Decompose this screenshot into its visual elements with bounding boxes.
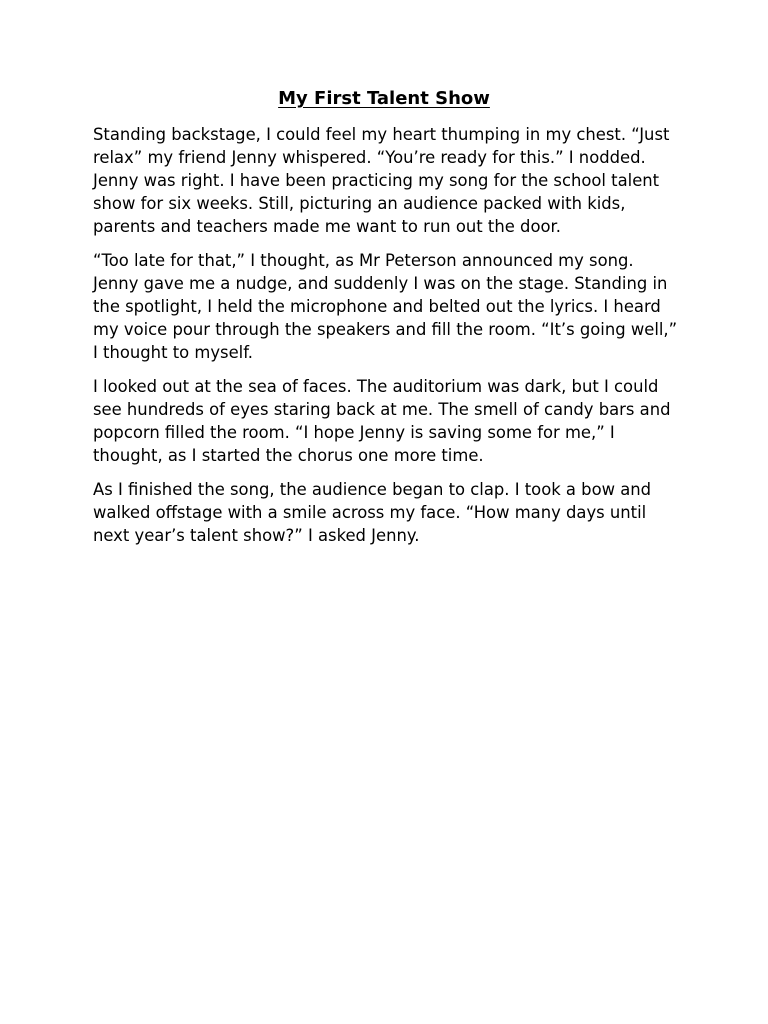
- paragraph-3: I looked out at the sea of faces. The auditorium was dark, but I could see hundreds of eyes staring back at me. The smell of candy bars and popcorn filled the room. “I hope Jenny is saving some for me,” I thought, as I started the chorus one more time.: [93, 377, 671, 465]
- document-title: My First Talent Show: [278, 88, 490, 109]
- document-body: [93, 123, 683, 558]
- paragraph-1: Standing backstage, I could feel my heart thumping in my chest. “Just relax” my friend Jenny whispered. “You’re ready for this.” I nodded. Jenny was right. I have been practicing my song for the school talent show for six weeks. Still, picturing an audience packed with kids, parents and teachers made me want to run out the door.: [93, 125, 670, 236]
- paragraph-2: “Too late for that,” I thought, as Mr Peterson announced my song. Jenny gave me a nudge, and suddenly I was on the stage. Standing in the spotlight, I held the microphone and belted out the lyrics. I heard my voice pour through the speakers and fill the room. “It’s going well,” I thought to myself.: [93, 251, 678, 362]
- paragraph-4: As I finished the song, the audience began to clap. I took a bow and walked offstage with a smile across my face. “How many days until next year’s talent show?” I asked Jenny.: [93, 480, 652, 545]
